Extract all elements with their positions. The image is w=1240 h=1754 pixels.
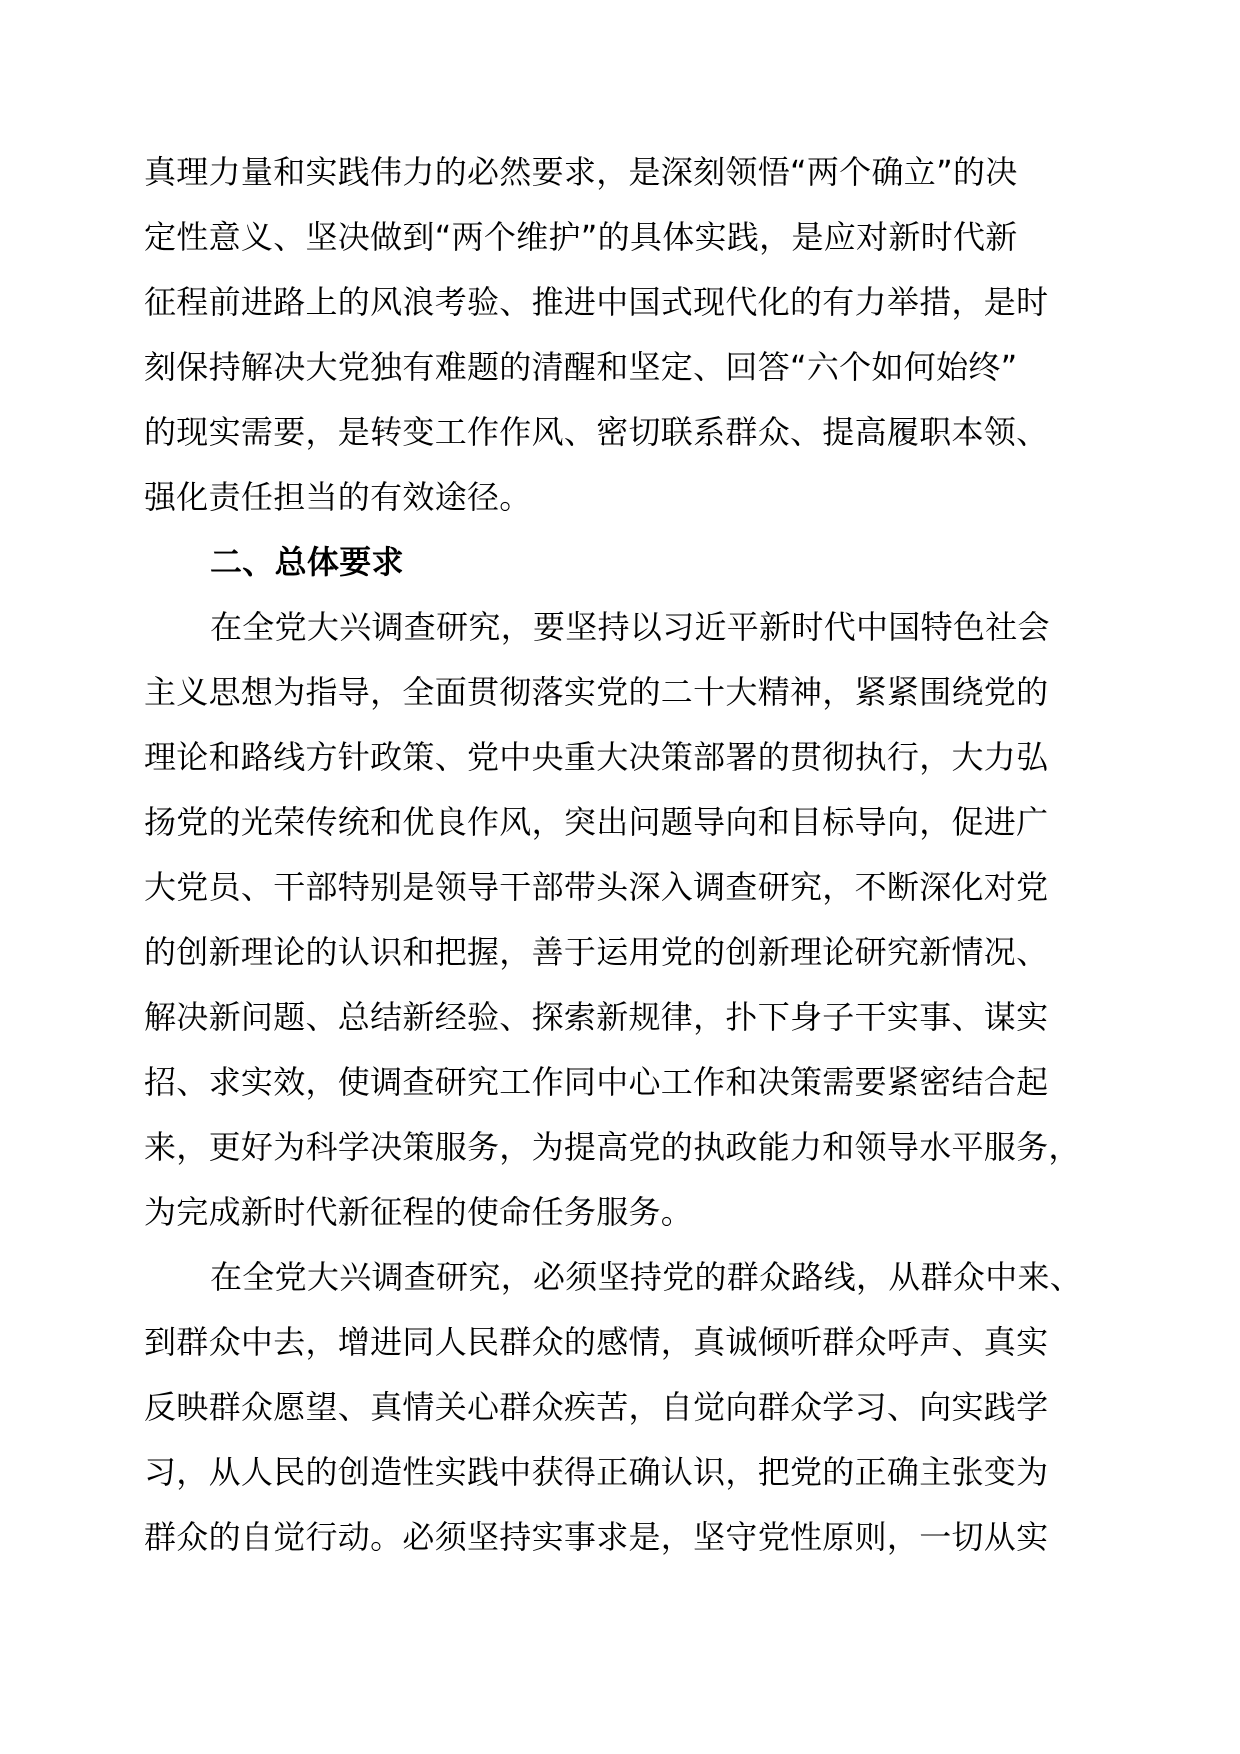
text-line: 大党员、干部特别是领导干部带头深入调查研究，不断深化对党 xyxy=(144,868,1049,906)
text-line: 刻保持解决大党独有难题的清醒和坚定、回答“六个如何始终” xyxy=(144,348,1018,386)
text-line: 到群众中去，增进同人民群众的感情，真诚倾听群众呼声、真实 xyxy=(144,1323,1049,1361)
text-line: 强化责任担当的有效途径。 xyxy=(144,478,532,516)
text-line: 征程前进路上的风浪考验、推进中国式现代化的有力举措，是时 xyxy=(144,283,1049,321)
text-line: 来，更好为科学决策服务，为提高党的执政能力和领导水平服务， xyxy=(144,1128,1081,1166)
text-line: 主义思想为指导，全面贯彻落实党的二十大精神，紧紧围绕党的 xyxy=(144,673,1049,711)
paragraph-first-line: 在全党大兴调查研究，必须坚持党的群众路线，从群众中来、 xyxy=(210,1258,1083,1296)
text-line: 反映群众愿望、真情关心群众疾苦，自觉向群众学习、向实践学 xyxy=(144,1388,1049,1426)
text-line: 定性意义、坚决做到“两个维护”的具体实践，是应对新时代新 xyxy=(144,218,1018,256)
text-line: 扬党的光荣传统和优良作风，突出问题导向和目标导向，促进广 xyxy=(144,803,1049,841)
text-line: 的创新理论的认识和把握，善于运用党的创新理论研究新情况、 xyxy=(144,933,1049,971)
text-line: 群众的自觉行动。必须坚持实事求是，坚守党性原则，一切从实 xyxy=(144,1518,1049,1556)
text-line: 习，从人民的创造性实践中获得正确认识，把党的正确主张变为 xyxy=(144,1453,1049,1491)
text-line: 解决新问题、总结新经验、探索新规律，扑下身子干实事、谋实 xyxy=(144,998,1049,1036)
text-line: 招、求实效，使调查研究工作同中心工作和决策需要紧密结合起 xyxy=(144,1063,1049,1101)
paragraph-first-line: 在全党大兴调查研究，要坚持以习近平新时代中国特色社会 xyxy=(210,608,1050,646)
text-line: 真理力量和实践伟力的必然要求，是深刻领悟“两个确立”的决 xyxy=(144,153,1018,191)
section-heading: 二、总体要求 xyxy=(210,543,404,581)
text-line: 的现实需要，是转变工作作风、密切联系群众、提高履职本领、 xyxy=(144,413,1049,451)
text-line: 理论和路线方针政策、党中央重大决策部署的贯彻执行，大力弘 xyxy=(144,738,1049,776)
body-text xyxy=(144,140,1120,1570)
text-line: 为完成新时代新征程的使命任务服务。 xyxy=(144,1193,694,1231)
